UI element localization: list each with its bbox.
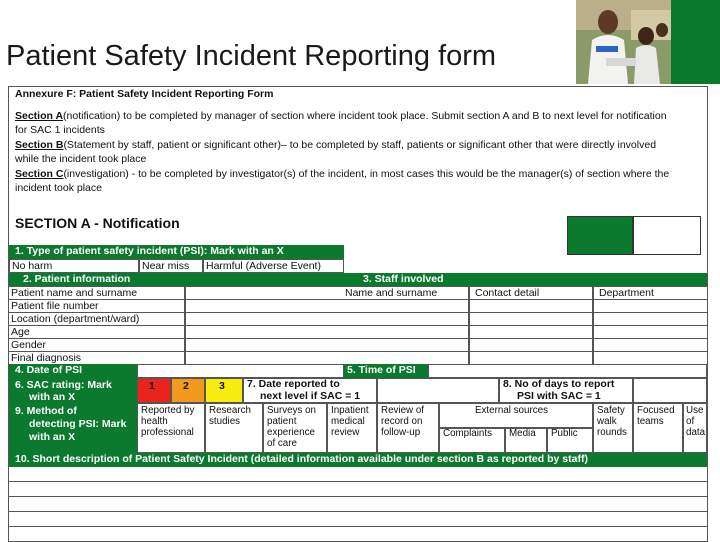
staff-contact-input[interactable]	[469, 299, 593, 313]
staff-contact-input[interactable]	[469, 325, 593, 339]
method-use-l1: Use	[686, 405, 704, 416]
method-use-l2: of	[686, 416, 695, 427]
method-research-l1: Research	[209, 405, 251, 416]
patient-field-input[interactable]	[185, 325, 469, 339]
q6-label-2: with an X	[29, 391, 76, 403]
slide-title: Patient Safety Incident Reporting form	[6, 40, 497, 72]
q6-label: 6. SAC rating: Mark	[15, 379, 112, 391]
incident-form	[8, 86, 708, 542]
method-inpatient-l1: Inpatient	[331, 405, 369, 416]
header-accent-strip	[671, 0, 720, 84]
staff-dept-input[interactable]	[593, 299, 707, 313]
near-miss-label: Near miss	[142, 260, 190, 272]
q8-label: 8. No of days to report	[503, 378, 615, 390]
staff-dept-input[interactable]	[593, 351, 707, 365]
header-photo	[576, 0, 671, 84]
method-review-l2: record on	[381, 416, 423, 427]
q3-header: 3. Staff involved	[363, 273, 444, 285]
method-external-label: External sources	[475, 405, 548, 416]
patient-field-input[interactable]	[185, 351, 469, 365]
section-c-desc	[15, 168, 669, 181]
section-b-head: Section B	[15, 139, 64, 151]
staff-contact-input[interactable]	[469, 351, 593, 365]
method-surveys-l3: experience	[267, 427, 315, 438]
staff-name-header: Name and surname	[345, 287, 438, 299]
patient-field-input[interactable]	[185, 338, 469, 352]
header-photo-image	[576, 0, 671, 84]
method-inpatient-l3: review	[331, 427, 360, 438]
no-harm-label: No harm	[12, 260, 53, 272]
sac-1-label: 1	[149, 380, 155, 392]
staff-contact-header: Contact detail	[475, 287, 540, 299]
method-public-label: Public	[551, 428, 578, 439]
q2-header: 2. Patient information	[23, 273, 131, 285]
description-line	[9, 526, 707, 527]
q9-label-2: detecting PSI: Mark	[29, 418, 127, 430]
method-reported-l1: Reported by	[141, 405, 195, 416]
q10-header: 10. Short description of Patient Safety Incident (detailed information available under section B as reported by staff)	[9, 453, 707, 467]
near-miss-option[interactable]	[139, 259, 203, 273]
method-surveys-l4: of care	[267, 438, 297, 449]
sac-2-box[interactable]	[171, 378, 205, 403]
patient-field-input[interactable]	[185, 312, 469, 326]
date-of-psi-input[interactable]	[137, 364, 344, 378]
method-surveys-l1: Surveys on	[267, 405, 317, 416]
section-b-text: (Statement by staff, patient or significant other)– to be completed by staff, patients or significant other that were directly involved	[63, 139, 657, 151]
method-review-l3: follow-up	[381, 427, 421, 438]
section-c-desc-2: incident took place	[15, 182, 102, 194]
sac-2-label: 2	[183, 380, 189, 392]
patient-field-input[interactable]	[185, 299, 469, 313]
staff-dept-input[interactable]	[593, 312, 707, 326]
q7-label-2: next level if SAC = 1	[260, 390, 361, 402]
harmful-option[interactable]	[203, 259, 344, 273]
sac-3-label: 3	[219, 380, 225, 392]
section-a-text: (notification) to be completed by manager of section where incident took place. Submit section A and B to next level for notification	[63, 110, 667, 122]
staff-dept-input[interactable]	[593, 338, 707, 352]
method-focused-l2: teams	[637, 416, 664, 427]
time-of-psi-input[interactable]	[428, 364, 707, 378]
section-c-head: Section C	[15, 168, 64, 180]
annexure-title: Annexure F: Patient Safety Incident Reporting Form	[15, 88, 274, 100]
sac-3-box[interactable]	[205, 378, 243, 403]
method-reported-l2: health	[141, 416, 168, 427]
staff-dept-header: Department	[599, 287, 654, 299]
no-harm-option[interactable]	[9, 259, 139, 273]
q9-label: 9. Method of	[15, 405, 77, 417]
staff-contact-input[interactable]	[469, 312, 593, 326]
method-review-l1: Review of	[381, 405, 425, 416]
days-to-report-input[interactable]	[633, 378, 707, 403]
section-c-text: (investigation) - to be completed by investigator(s) of the incident, in most cases this would be the manager(s) of section where the	[63, 168, 670, 180]
description-line	[9, 481, 707, 482]
section-a-desc	[15, 110, 667, 123]
section-b-desc	[15, 139, 656, 152]
patient-field-label: Final diagnosis	[9, 351, 185, 365]
patient-field-label: Patient name and surname	[9, 286, 185, 300]
method-safety-l1: Safety	[597, 405, 625, 416]
q7-label: 7. Date reported to	[247, 378, 340, 390]
patient-field-label: Gender	[9, 338, 185, 352]
status-box-green	[567, 216, 633, 255]
section-a-desc-2: for SAC 1 incidents	[15, 124, 105, 136]
staff-dept-input[interactable]	[593, 325, 707, 339]
method-safety-l2: walk	[597, 416, 617, 427]
method-complaints-label: Complaints	[443, 428, 493, 439]
section-a-head: Section A	[15, 110, 64, 122]
description-line	[9, 511, 707, 512]
patient-field-label: Location (department/ward)	[9, 312, 185, 326]
q9-label-3: with an X	[29, 431, 76, 443]
sac-1-box[interactable]	[137, 378, 171, 403]
method-focused-l1: Focused	[637, 405, 675, 416]
method-surveys-l2: patient	[267, 416, 297, 427]
method-media-label: Media	[509, 428, 536, 439]
method-safety-l3: rounds	[597, 427, 627, 438]
status-box-white	[633, 216, 701, 255]
patient-field-label: Patient file number	[9, 299, 185, 313]
q4-header: 4. Date of PSI	[9, 364, 137, 378]
harmful-label: Harmful (Adverse Event)	[206, 260, 321, 272]
patient-field-label: Age	[9, 325, 185, 339]
section-b-desc-2: while the incident took place	[15, 153, 147, 165]
section-a-title: SECTION A - Notification	[15, 215, 180, 231]
method-inpatient-l2: medical	[331, 416, 365, 427]
date-reported-input[interactable]	[377, 378, 499, 403]
method-use-l3: data	[686, 427, 706, 438]
q1-header: 1. Type of patient safety incident (PSI): Mark with an X	[9, 245, 344, 259]
q8-label-2: PSI with SAC = 1	[517, 390, 601, 402]
method-research-l2: studies	[209, 416, 241, 427]
staff-contact-input[interactable]	[469, 338, 593, 352]
method-reported-l3: professional	[141, 427, 194, 438]
q5-header: 5. Time of PSI	[344, 364, 428, 378]
description-line	[9, 496, 707, 497]
